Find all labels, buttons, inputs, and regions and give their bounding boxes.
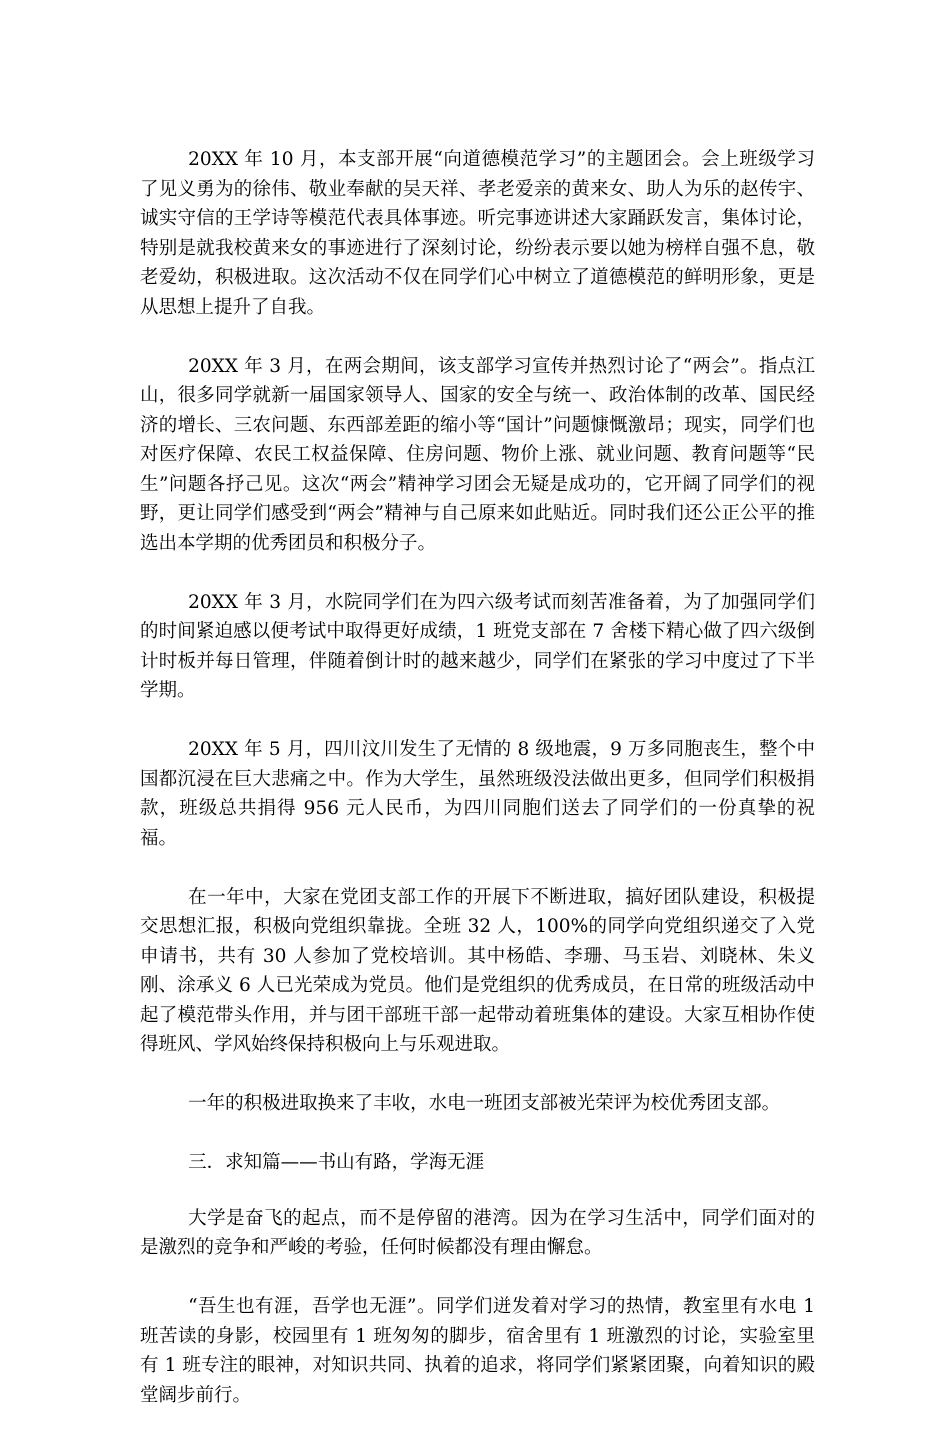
paragraph-two-sessions: 20XX 年 3 月，在两会期间，该支部学习宣传并热烈讨论了“两会”。指点江山，很多同学就新一届国家领导人、国家的安全与统一、政治体制的改革、国民经济的增长、三农问题、东西部差距的缩小等“国计”问题慷慨激昂；现实，同学们也对医疗保障、农民工权益保障、住房问题、物价上涨、就业问题、教育问题等“民生”问题各抒己见。这次“两会”精神学习团会无疑是成功的，它开阔了同学们的视野，更让同学们感受到“两会”精神与自己原来如此贴近。同时我们还公正公平的推选出本学期的优秀团员和积极分子。 <box>140 355 815 554</box>
document-body <box>140 145 815 1440</box>
section-heading: 三．求知篇——书山有路，学海无涯 <box>188 1152 485 1173</box>
paragraph-party-development: 在一年中，大家在党团支部工作的开展下不断进取，搞好团队建设，积极提交思想汇报，积极向党组织靠拢。全班 32 人，100%的同学向党组织递交了入党申请书，共有 30 人参加了党校培训。其中杨皓、李珊、马玉岩、刘晓林、朱义刚、涂承义 6 人已光荣成为党员。他们是党组织的优秀成员，在日常的班级活动中起了模范带头作用，并与团干部班干部一起带动着班集体的建设。大家互相协作使得班风、学风始终保持积极向上与乐观进取。 <box>140 886 815 1055</box>
paragraph-moral-model-meeting: 20XX 年 10 月，本支部开展“向道德模范学习”的主题团会。会上班级学习了见义勇为的徐伟、敬业奉献的吴天祥、孝老爱亲的黄来女、助人为乐的赵传宇、诚实守信的王学诗等模范代表具体事迹。听完事迹讲述大家踊跃发言，集体讨论，特别是就我校黄来女的事迹进行了深刻讨论，纷纷表示要以她为榜样自强不息，敬老爱幼，积极进取。这次活动不仅在同学们心中树立了道德模范的鲜明形象，更是从思想上提升了自我。 <box>140 149 815 318</box>
paragraph-learning-enthusiasm: “吾生也有涯，吾学也无涯”。同学们迸发着对学习的热情，教室里有水电 1 班苦读的身影，校园里有 1 班匆匆的脚步，宿舍里有 1 班激烈的讨论，实验室里有 1 班专注的眼神，对知识共同、执着的追求，将同学们紧紧团聚，向着知识的殿堂阔步前行。 <box>140 1296 815 1406</box>
paragraph-cet-countdown: 20XX 年 3 月，水院同学们在为四六级考试而刻苦准备着，为了加强同学们的时间紧迫感以便考试中取得更好成绩，1 班党支部在 7 舍楼下精心做了四六级倒计时板并每日管理，伴随着倒计时的越来越少，同学们在紧张的学习中度过了下半学期。 <box>140 591 815 701</box>
paragraph-excellent-branch: 一年的积极进取换来了丰收，水电一班团支部被光荣评为校优秀团支部。 <box>188 1093 781 1114</box>
paragraph-earthquake-donation: 20XX 年 5 月，四川汶川发生了无情的 8 级地震，9 万多同胞丧生，整个中国都沉浸在巨大悲痛之中。作为大学生，虽然班级没法做出更多，但同学们积极捐款，班级总共捐得 956 元人民币，为四川同胞们送去了同学们的一份真挚的祝福。 <box>140 739 815 849</box>
paragraph-university-start: 大学是奋飞的起点，而不是停留的港湾。因为在学习生活中，同学们面对的是激烈的竞争和严峻的考验，任何时候都没有理由懈怠。 <box>140 1207 815 1258</box>
